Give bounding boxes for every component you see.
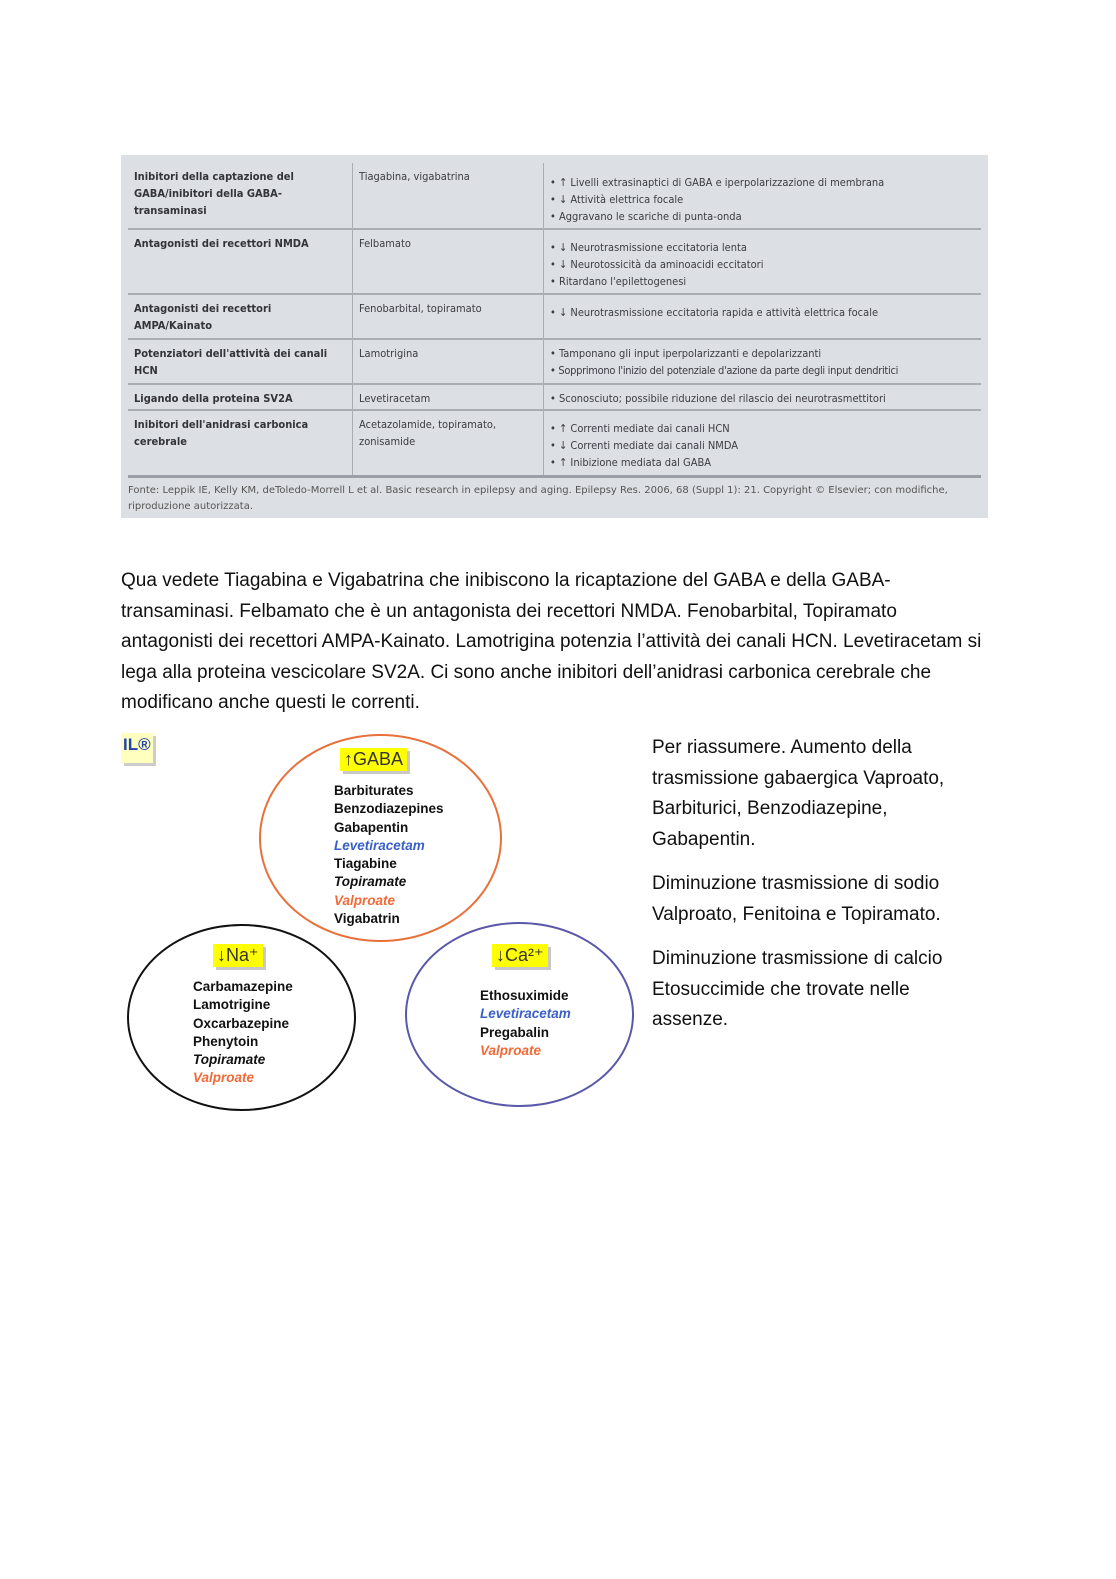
il-logo: IL® — [121, 733, 153, 763]
drug: Phenytoin — [193, 1033, 259, 1049]
calcium-drug-list — [480, 987, 571, 1060]
effects-cell — [543, 385, 981, 409]
calcium-badge: ↓Ca²⁺ — [492, 944, 548, 967]
drug: Pregabalin — [480, 1024, 550, 1040]
effect: • ↑ Correnti mediate dai canali HCN — [550, 420, 975, 437]
summary-paragraph: Per riassumere. Aumento della trasmissione gabaergica Vaproato, Barbiturici, Benzodiazepine, Gabapentin. — [652, 737, 945, 850]
effects-cell — [543, 295, 981, 338]
drug-mechanism-table — [121, 155, 988, 518]
body-paragraph: Qua vedete Tiagabina e Vigabatrina che inibiscono la ricaptazione del GABA e della GABA-transaminasi. Felbamato che è un antagonista dei recettori NMDA. Fenobarbital, Topiramato antagonisti dei recettori AMPA-Kainato. Lamotrigina potenzia l’attività dei canali HCN. Levetiracetam si lega alla proteina vescicolare SV2A. Ci sono anche inibitori dell’anidrasi carbonica cerebrale che modificano anche questi le correnti. — [121, 570, 982, 713]
category-cell: Inibitori della captazione del GABA/inibitori della GABA-transaminasi — [134, 170, 294, 217]
drug: Gabapentin — [334, 819, 409, 835]
drug: Levetiracetam — [480, 1006, 571, 1022]
effect: • ↓ Neurotrasmissione eccitatoria lenta — [550, 239, 975, 256]
drugs-cell: Levetiracetam — [352, 385, 543, 409]
sodium-badge: ↓Na⁺ — [213, 944, 263, 967]
sodium-drug-list — [193, 978, 293, 1088]
gaba-badge: ↑GABA — [340, 748, 407, 771]
effect: • Sconosciuto; possibile riduzione del rilascio dei neurotrasmettitori — [550, 390, 975, 407]
table-row — [128, 411, 981, 478]
effect: • ↓ Neurotossicità da aminoacidi eccitatori — [550, 256, 975, 273]
effect: • Tamponano gli input iperpolarizzanti e depolarizzanti — [550, 345, 975, 362]
drugs-cell: Acetazolamide, topiramato, zonisamide — [352, 411, 543, 475]
drug: Ethosuximide — [480, 988, 569, 1003]
drug: Topiramate — [334, 874, 407, 890]
drugs-cell: Fenobarbital, topiramato — [352, 295, 543, 338]
effects-cell — [543, 163, 981, 228]
table-row — [128, 230, 981, 295]
effect: • Aggravano le scariche di punta-onda — [550, 208, 975, 225]
drugs-cell: Lamotrigina — [352, 340, 543, 383]
table-footnote: Fonte: Leppik IE, Kelly KM, deToledo-Morrell L et al. Basic research in epilepsy and aging. Epilepsy Res. 2006, 68 (Suppl 1): 21. Copyright © Elsevier; con modifiche, riproduzione autorizzata. — [128, 485, 948, 512]
drug: Valproate — [193, 1070, 255, 1086]
effect: • Sopprimono l'inizio del potenziale d'azione da parte degli input dendritici — [550, 362, 975, 379]
effect: • ↓ Correnti mediate dai canali NMDA — [550, 437, 975, 454]
table-row — [128, 163, 981, 230]
gaba-drug-list — [334, 782, 444, 928]
drug: Oxcarbazepine — [193, 1015, 290, 1031]
effects-cell — [543, 230, 981, 293]
effects-cell — [543, 340, 981, 383]
drug: Levetiracetam — [334, 837, 425, 853]
category-cell: Antagonisti dei recettori NMDA — [134, 237, 309, 250]
effect: • ↑ Livelli extrasinaptici di GABA e iperpolarizzazione di membrana — [550, 174, 975, 191]
drugs-cell: Felbamato — [352, 230, 543, 293]
summary-text — [652, 733, 982, 1050]
category-cell: Potenziatori dell'attività dei canali HCN — [134, 347, 328, 377]
drug: Lamotrigine — [193, 997, 271, 1013]
category-cell: Inibitori dell'anidrasi carbonica cerebrale — [134, 418, 309, 448]
effects-cell — [543, 411, 981, 475]
table-row — [128, 385, 981, 411]
drug: Valproate — [480, 1042, 542, 1058]
drug: Topiramate — [193, 1052, 266, 1068]
effect: • ↑ Inibizione mediata dal GABA — [550, 454, 975, 471]
drug: Carbamazepine — [193, 979, 293, 994]
drug: Benzodiazepines — [334, 801, 444, 817]
category-cell: Antagonisti dei recettori AMPA/Kainato — [134, 302, 272, 332]
drug: Tiagabine — [334, 856, 397, 872]
summary-paragraph: Diminuzione trasmissione di sodio Valproato, Fenitoina e Topiramato. — [652, 873, 941, 925]
summary-paragraph: Diminuzione trasmissione di calcio Etosuccimide che trovate nelle assenze. — [652, 948, 943, 1030]
table-row — [128, 295, 981, 340]
table-row — [128, 340, 981, 385]
effect: • ↓ Neurotrasmissione eccitatoria rapida e attività elettrica focale — [550, 304, 975, 321]
category-cell: Ligando della proteina SV2A — [134, 392, 293, 405]
drugs-cell: Tiagabina, vigabatrina — [352, 163, 543, 228]
effect: • ↓ Attività elettrica focale — [550, 191, 975, 208]
drug: Valproate — [334, 892, 396, 908]
drug: Barbiturates — [334, 783, 414, 798]
effect: • Ritardano l'epilettogenesi — [550, 273, 975, 290]
drug: Vigabatrin — [334, 911, 400, 927]
